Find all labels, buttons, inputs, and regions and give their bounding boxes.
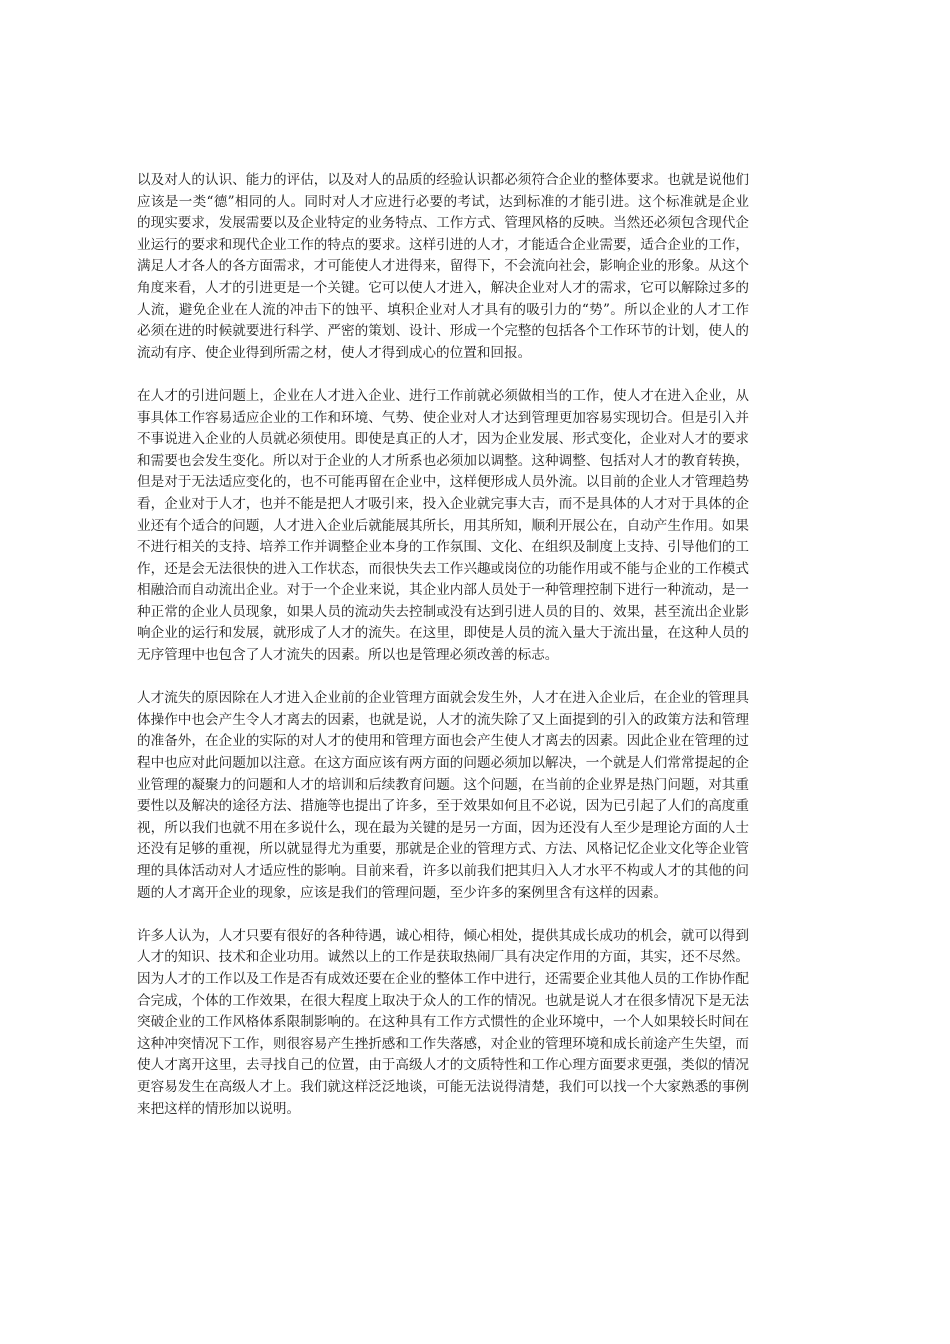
paragraph-4: 许多人认为，人才只要有很好的各种待遇，诚心相待，倾心相处，提供其成长成功的机会，就可以得到人才的知识、技术和企业功用。诚然以上的工作是获取热闹厂具有决定作用的方面，其实，还不尽然。因为人才的工作以及工作是否有成效还要在企业的整体工作中进行，还需要企业其他人员的工作协作配合完成，个体的工作效果，在很大程度上取决于众人的工作的情况。也就是说人才在很多情况下是无法突破企业的工作风格体系限制影响的。在这种具有工作方式惯性的企业环境中，一个人如果较长时间在这种冲突情况下工作，则很容易产生挫折感和工作失落感，对企业的管理环境和成长前途产生失望，而使人才离开这里，去寻找自己的位置，由于高级人才的文质特性和工作心理方面要求更强，类似的情况更容易发生在高级人才上。我们就这样泛泛地谈，可能无法说得清楚，我们可以找一个大家熟悉的事例来把这样的情形加以说明。 xyxy=(137,927,749,1117)
paragraph-1: 以及对人的认识、能力的评估，以及对人的品质的经验认识都必须符合企业的整体要求。也就是说他们应该是一类“德”相同的人。同时对人才应进行必要的考试，达到标准的才能引进。这个标准就是企业的现实要求，发展需要以及企业特定的业务特点、工作方式、管理风格的反映。当然还必须包含现代企业运行的要求和现代企业工作的特点的要求。这样引进的人才，才能适合企业需要，适合企业的工作，满足人才各人的各方面需求，才可能使人才进得来，留得下，不会流向社会，影响企业的形象。从这个角度来看，人才的引进更是一个关键。它可以使人才进入，解决企业对人才的需求，它可以解除过多的人流，避免企业在人流的冲击下的蚀平、填积企业对人才具有的吸引力的“势”。所以企业的人才工作必须在进的时候就要进行科学、严密的策划、设计、形成一个完整的包括各个工作环节的计划，使人的流动有序、使企业得到所需之材，使人才得到成心的位置和回报。 xyxy=(137,172,749,361)
document-body xyxy=(137,170,749,1142)
paragraph-3: 人才流失的原因除在人才进入企业前的企业管理方面就会发生外，人才在进入企业后，在企业的管理具体操作中也会产生令人才离去的因素，也就是说，人才的流失除了又上面提到的引入的政策方法和管理的准备外，在企业的实际的对人才的使用和管理方面也会产生使人才离去的因素。因此企业在管理的过程中也应对此问题加以注意。在这方面应该有两方面的问题必须加以解决，一个就是人们常常提起的企业管理的凝聚力的问题和人才的培训和后续教育问题。这个问题，在当前的企业界是热门问题，对其重要性以及解决的途径方法、措施等也提出了许多，至于效果如何且不必说，因为已引起了人们的高度重视，所以我们也就不用在多说什么，现在最为关键的是另一方面，因为还没有人至少是理论方面的人士还没有足够的重视，所以就显得尤为重要，那就是企业的管理方式、方法、风格记忆企业文化等企业管理的具体活动对人才适应性的影响。目前来看，许多以前我们把其归入人才水平不构或人才的其他的问题的人才离开企业的现象，应该是我们的管理问题，至少许多的案例里含有这样的因素。 xyxy=(137,690,749,901)
paragraph-2: 在人才的引进问题上，企业在人才进入企业、进行工作前就必须做相当的工作，使人才在进入企业，从事具体工作容易适应企业的工作和环境、气势、使企业对人才达到管理更加容易实现切合。但是引入并不事说进入企业的人员就必须使用。即使是真正的人才，因为企业发展、形式变化，企业对人才的要求和需要也会发生变化。所以对于企业的人才所系也必须加以调整。这种调整、包括对人才的教育转换，但是对于无法适应变化的，也不可能再留在企业中，这样便形成人员外流。以目前的企业人才管理趋势看，企业对于人才，也并不能是把人才吸引来，投入企业就完事大吉，而不是具体的人才对于具体的企业还有个适合的问题，人才进入企业后就能展其所长，用其所知，顺利开展公在，自动产生作用。如果不进行相关的支持、培养工作并调整企业本身的工作氛围、文化、在组织及制度上支持、引导他们的工作，还是会无法很快的进入工作状态，而很快失去工作兴趣或岗位的功能作用或不能与企业的工作模式相融洽而自动流出企业。对于一个企业来说，其企业内部人员处于一种管理控制下进行一种流动，是一种正常的企业人员现象，如果人员的流动失去控制或没有达到引进人员的目的、效果，甚至流出企业影响企业的运行和发展，就形成了人才的流失。在这里，即使是人员的流入量大于流出量，在这种人员的无序管理中也包含了人才流失的因素。所以也是管理必须改善的标志。 xyxy=(137,387,749,664)
